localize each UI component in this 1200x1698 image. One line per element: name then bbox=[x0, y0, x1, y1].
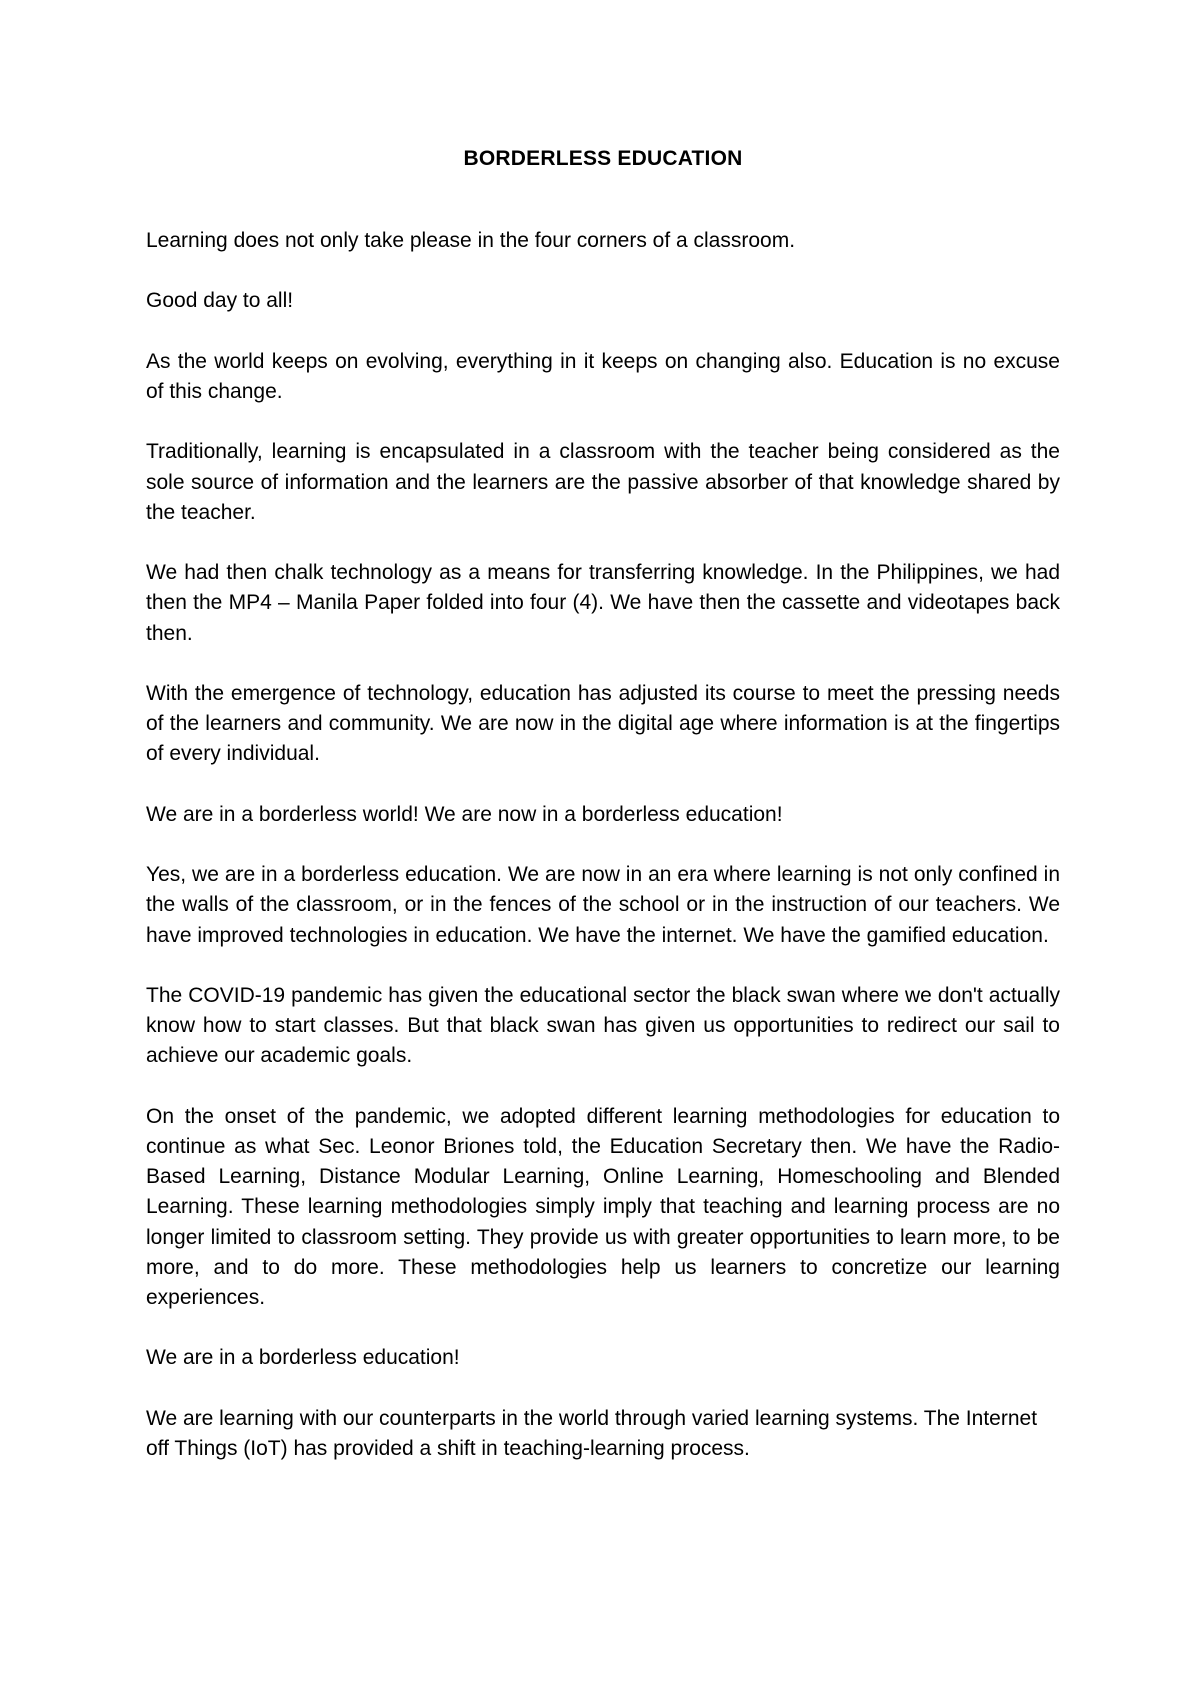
document-page bbox=[146, 144, 1060, 1494]
paragraph-counterparts: We are learning with our counterparts in the world through varied learning systems. The Internet off Things (IoT) has provided a shift in teaching-learning process. bbox=[146, 1406, 1038, 1460]
paragraph-intro: Learning does not only take please in the four corners of a classroom. bbox=[146, 229, 796, 252]
paragraph-borderless-education: We are in a borderless education! bbox=[146, 1346, 460, 1370]
paragraph-evolving: As the world keeps on evolving, everything in it keeps on changing also. Education is no excuse of this change. bbox=[146, 349, 1060, 403]
paragraph-greeting: Good day to all! bbox=[146, 289, 294, 313]
paragraph-chalk-technology: We had then chalk technology as a means for transferring knowledge. In the Philippines, we had then the MP4 – Manila Paper folded into four (4). We have then the cassette and videotapes back then. bbox=[146, 561, 1060, 645]
paragraph-covid: The COVID-19 pandemic has given the educational sector the black swan where we don't actually know how to start classes. But that black swan has given us opportunities to redirect our sail to achieve our academic goals. bbox=[146, 983, 1060, 1068]
document-title: BORDERLESS EDUCATION bbox=[463, 147, 743, 170]
paragraph-borderless-world: We are in a borderless world! We are now in a borderless education! bbox=[146, 802, 783, 826]
paragraph-onset-pandemic: On the onset of the pandemic, we adopted different learning methodologies for education to continue as what Sec. Leonor Briones told, the Education Secretary then. We have the Radio-Based Learning, Distance Modular Learning, Online Learning, Homeschooling and Blended Learning. These learning methodologies simply imply that teaching and learning process are no longer limited to classroom setting. They provide us with greater opportunities to learn more, to be more, and to do more. These methodologies help us learners to concretize our learning experiences. bbox=[146, 1104, 1060, 1309]
paragraph-traditionally: Traditionally, learning is encapsulated in a classroom with the teacher being considered as the sole source of information and the learners are the passive absorber of that knowledge shared by the teacher. bbox=[146, 440, 1060, 524]
paragraph-yes-borderless: Yes, we are in a borderless education. We are now in an era where learning is not only confined in the walls of the classroom, or in the fences of the school or in the instruction of our teachers. We have improved technologies in education. We have the internet. We have the gamified education. bbox=[146, 863, 1060, 947]
paragraph-emergence: With the emergence of technology, education has adjusted its course to meet the pressing needs of the learners and community. We are now in the digital age where information is at the fingertips of every individual. bbox=[146, 681, 1060, 766]
